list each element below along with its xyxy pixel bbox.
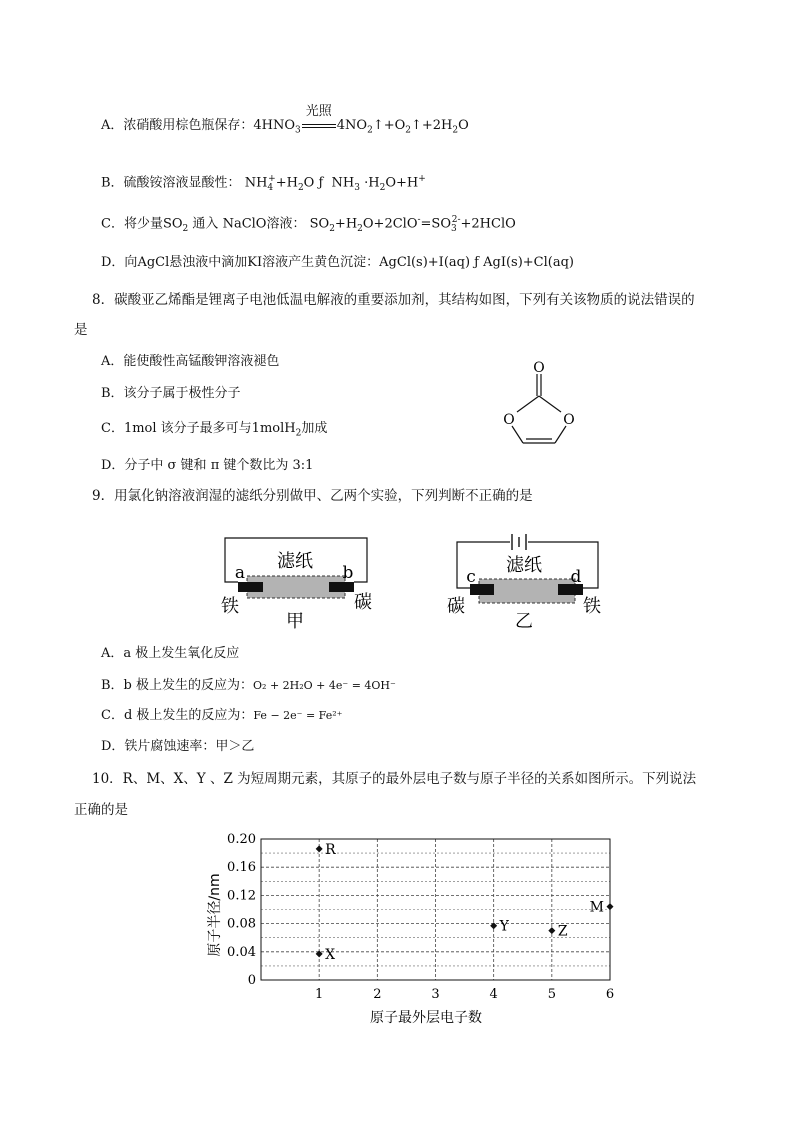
experiment-jia-diagram [215, 530, 390, 630]
x-tick-label: 2 [373, 987, 382, 1002]
q9-stem: 9．用氯化钠溶液润湿的滤纸分别做甲、乙两个实验，下列判断不正确的是 [92, 488, 533, 504]
point-label-Z: Z [557, 923, 568, 940]
q8-stem: 8．碳酸亚乙烯酯是锂离子电池低温电解液的重要添加剂，其结构如图，下列有关该物质的说法错误的 [92, 292, 695, 308]
q10-stem: 10．R、M、X、Y 、Z 为短周期元素，其原子的最外层电子数与原子半径的关系如图所示。下列说法 [92, 771, 697, 787]
x-tick-label: 5 [547, 987, 556, 1002]
q9-option-b: B．b 极上发生的反应为：O₂ + 2H₂O + 4e⁻ = 4OH⁻ [101, 678, 396, 693]
vinylene-carbonate-structure [495, 356, 585, 456]
y-tick-label: 0.12 [227, 888, 256, 904]
iron-label: 铁 [221, 596, 239, 617]
electrode-d-label: d [570, 567, 582, 587]
y-tick-label: 0.16 [227, 860, 256, 876]
jia-label: 甲 [286, 611, 304, 630]
data-point-R [316, 845, 323, 852]
y-tick-label: 0.04 [227, 944, 256, 960]
electrode-b-label: b [342, 563, 354, 583]
q10-stem-cont: 正确的是 [74, 802, 128, 818]
x-tick-label: 6 [605, 987, 615, 1002]
oxygen-top: O [533, 360, 545, 376]
q8-option-c: C．1mol 该分子最多可与1molH$_2$加成 [101, 421, 328, 439]
x-axis-label: 原子最外层电子数 [370, 1010, 482, 1026]
filter-paper-label: 滤纸 [506, 555, 542, 576]
point-label-M: M [589, 899, 604, 916]
oxygen-right: O [563, 412, 575, 428]
x-tick-label: 3 [431, 987, 440, 1002]
x-tick-label: 4 [489, 987, 498, 1002]
experiment-yi-diagram [440, 530, 615, 630]
y-tick-label: 0.08 [227, 916, 256, 932]
q8-option-d: D．分子中 σ 键和 π 键个数比为 3:1 [101, 458, 314, 473]
radius-vs-electrons-chart [200, 828, 630, 1028]
q7-option-d: D．向AgCl悬浊液中滴加KI溶液产生黄色沉淀：AgCl(s)+I(aq) ƒ AgI(s)+Cl(aq) [101, 255, 574, 270]
q9-option-d: D．铁片腐蚀速率：甲＞乙 [101, 739, 255, 754]
q7-option-a: A．浓硝酸用棕色瓶保存：$4HNO_3$ 光照 $4NO_2↑+O_2↑+2H_2O$ [101, 104, 469, 136]
q7-option-b: B．硫酸铵溶液显酸性： $NH_4^++H_2O$ ƒ $NH_3 \cdot H_2O+H^+$ [101, 174, 426, 193]
electrode-a-label: a [234, 563, 246, 583]
carbon-label: 碳 [354, 592, 372, 613]
iron-label: 铁 [583, 596, 601, 617]
point-label-X: X [325, 946, 336, 963]
q8-option-b: B．该分子属于极性分子 [101, 386, 241, 401]
point-label-Y: Y [499, 918, 509, 935]
y-axis-label: 原子半径/nm [207, 873, 223, 957]
q9-option-a: A．a 极上发生氧化反应 [101, 646, 240, 661]
electrode-c-label: c [466, 567, 476, 587]
y-tick-label: 0.20 [227, 832, 256, 847]
reaction-condition: 光照 [305, 104, 332, 119]
carbon-label: 碳 [447, 596, 465, 617]
q8-option-a: A．能使酸性高锰酸钾溶液褪色 [101, 354, 280, 369]
q7-option-c: C．将少量$SO_2$ 通入 NaClO溶液： $SO_2+H_2O+2ClO^-=SO_3^{2-}+2HClO$ [101, 215, 516, 234]
yi-label: 乙 [515, 611, 533, 630]
oxygen-left: O [503, 412, 515, 428]
q8-stem-cont: 是 [74, 322, 88, 338]
q9-option-c: C．d 极上发生的反应为：Fe − 2e⁻ = Fe²⁺ [101, 708, 343, 723]
y-tick-label: 0 [247, 973, 256, 988]
filter-paper-label: 滤纸 [277, 551, 313, 572]
point-label-R: R [325, 841, 336, 858]
data-point-M [607, 903, 614, 910]
x-tick-label: 1 [315, 987, 324, 1002]
data-point-Z [548, 927, 555, 934]
